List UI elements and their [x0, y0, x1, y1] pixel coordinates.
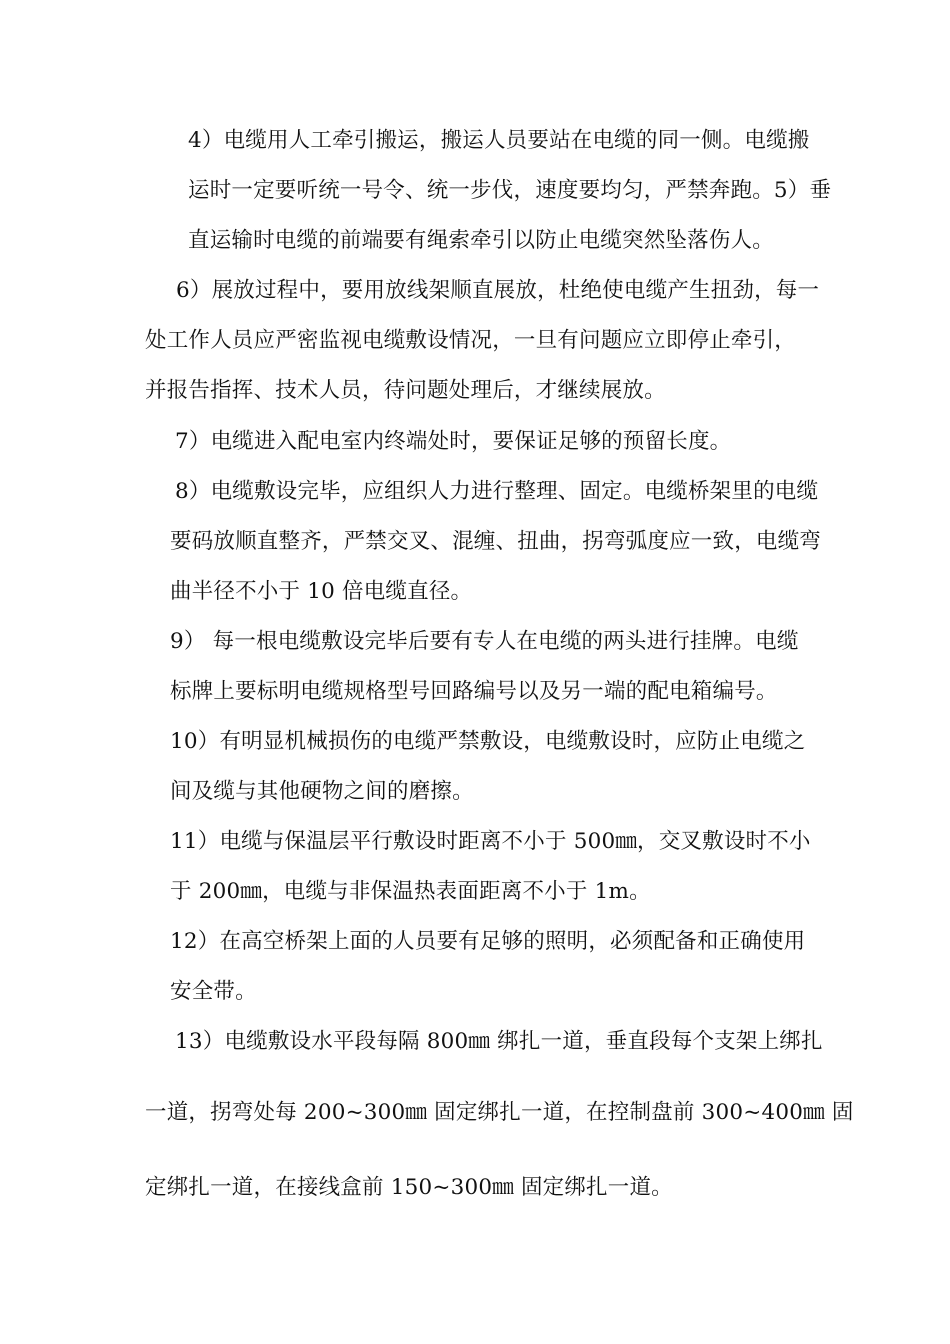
text-line: 12）在高空桥架上面的人员要有足够的照明，必须配备和正确使用 [170, 929, 806, 954]
text-line: 运时一定要听统一号令、统一步伐，速度要均匀，严禁奔跑。5）垂 [188, 178, 832, 203]
text-line: 安全带。 [170, 979, 257, 1004]
text-line: 10）有明显机械损伤的电缆严禁敷设，电缆敷设时，应防止电缆之 [170, 729, 806, 754]
text-line: 于 200㎜，电缆与非保温热表面距离不小于 1m。 [170, 879, 651, 904]
text-line: 9） 每一根电缆敷设完毕后要有专人在电缆的两头进行挂牌。电缆 [170, 629, 799, 654]
text-line: 曲半径不小于 10 倍电缆直径。 [170, 579, 473, 604]
text-line: 定绑扎一道，在接线盒前 150~300㎜ 固定绑扎一道。 [145, 1175, 673, 1200]
text-line: 11）电缆与保温层平行敷设时距离不小于 500㎜，交叉敷设时不小 [170, 829, 811, 854]
text-line: 间及缆与其他硬物之间的磨擦。 [170, 779, 474, 804]
text-line: 标牌上要标明电缆规格型号回路编号以及另一端的配电箱编号。 [170, 679, 778, 704]
text-line: 13）电缆敷设水平段每隔 800㎜ 绑扎一道，垂直段每个支架上绑扎 [175, 1029, 823, 1054]
text-line: 直运输时电缆的前端要有绳索牵引以防止电缆突然坠落伤人。 [188, 228, 774, 253]
text-line: 8）电缆敷设完毕，应组织人力进行整理、固定。电缆桥架里的电缆 [175, 479, 819, 504]
text-line: 并报告指挥、技术人员，待问题处理后，才继续展放。 [145, 378, 666, 403]
text-line: 处工作人员应严密监视电缆敷设情况，一旦有问题应立即停止牵引， [145, 328, 797, 353]
text-line: 要码放顺直整齐，严禁交叉、混缠、扭曲，拐弯弧度应一致，电缆弯 [170, 529, 822, 554]
text-line: 6）展放过程中，要用放线架顺直展放，杜绝使电缆产生扭劲，每一 [176, 278, 820, 303]
text-line: 一道，拐弯处每 200~300㎜ 固定绑扎一道，在控制盘前 300~400㎜ 固 [145, 1100, 854, 1125]
text-line: 7）电缆进入配电室内终端处时，要保证足够的预留长度。 [175, 429, 732, 454]
text-line: 4）电缆用人工牵引搬运，搬运人员要站在电缆的同一侧。电缆搬 [188, 128, 810, 153]
